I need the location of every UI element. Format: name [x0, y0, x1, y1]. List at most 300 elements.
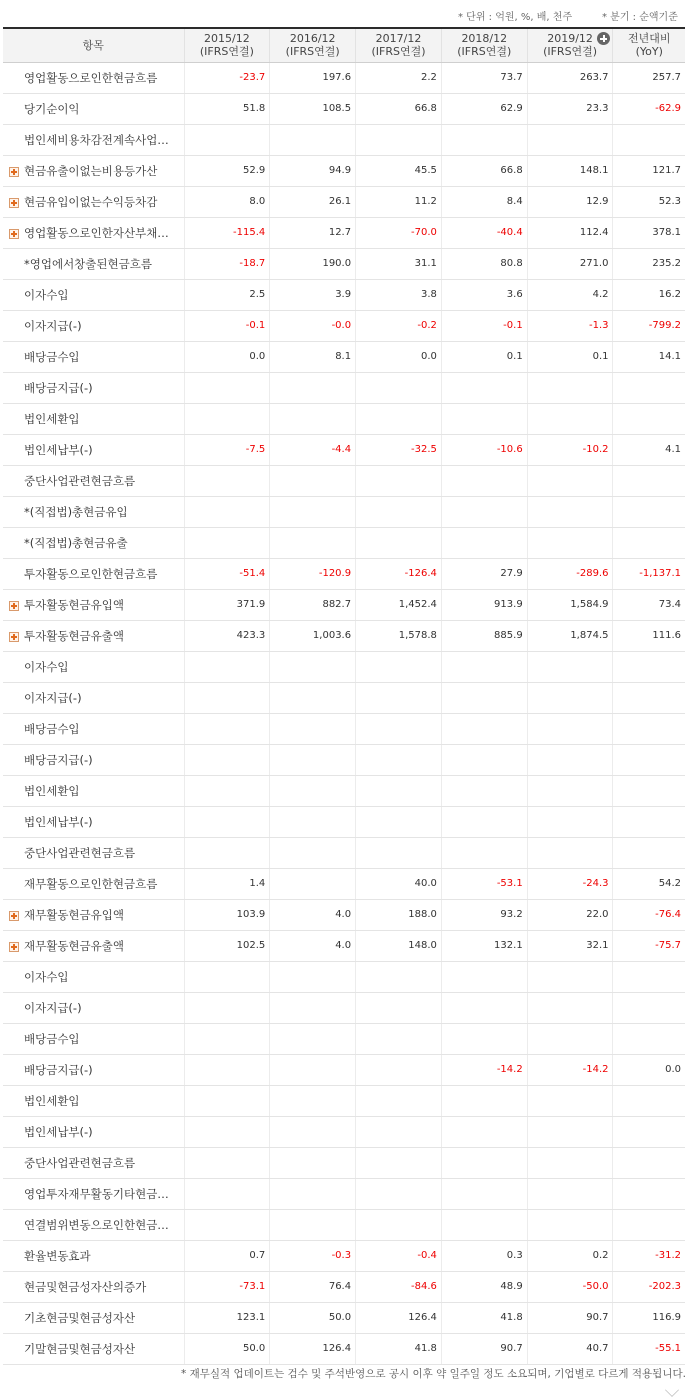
yoy-cell — [613, 775, 685, 806]
value-cell — [527, 744, 613, 775]
period-basis: (IFRS연결) — [285, 45, 340, 59]
value-cell: 80.8 — [441, 248, 527, 279]
yoy-cell — [613, 1209, 685, 1240]
value-cell: 26.1 — [270, 186, 356, 217]
value-cell: -24.3 — [527, 868, 613, 899]
value-cell — [270, 713, 356, 744]
table-row — [3, 775, 685, 806]
value-cell: 40.0 — [356, 868, 442, 899]
value-cell: 12.9 — [527, 186, 613, 217]
row-label — [3, 403, 184, 434]
row-label — [3, 1333, 184, 1364]
value-cell — [270, 868, 356, 899]
yoy-cell: 54.2 — [613, 868, 685, 899]
value-cell — [441, 682, 527, 713]
yoy-cell — [613, 403, 685, 434]
yoy-cell — [613, 372, 685, 403]
value-cell: 90.7 — [441, 1333, 527, 1364]
row-label-text: 영업투자재무활동기타현금… — [24, 1186, 169, 1201]
yoy-cell: 73.4 — [613, 589, 685, 620]
yoy-cell: 235.2 — [613, 248, 685, 279]
value-cell — [527, 682, 613, 713]
row-label-text: 배당금수입 — [24, 1031, 80, 1046]
value-cell — [527, 1147, 613, 1178]
yoy-cell: 0.0 — [613, 1054, 685, 1085]
value-cell: 2.2 — [356, 62, 442, 93]
row-label-text: 배당금수입 — [24, 349, 80, 364]
row-label[interactable] — [3, 217, 184, 248]
row-label[interactable] — [3, 930, 184, 961]
value-cell: 2.5 — [184, 279, 270, 310]
header-period — [441, 28, 527, 62]
value-cell — [441, 651, 527, 682]
value-cell — [270, 124, 356, 155]
yoy-cell: -202.3 — [613, 1271, 685, 1302]
yoy-cell: 121.7 — [613, 155, 685, 186]
value-cell: 148.0 — [356, 930, 442, 961]
value-cell: 0.3 — [441, 1240, 527, 1271]
value-cell: 50.0 — [270, 1302, 356, 1333]
value-cell — [441, 961, 527, 992]
row-label — [3, 558, 184, 589]
plus-square-icon[interactable] — [9, 229, 19, 239]
row-label — [3, 1302, 184, 1333]
row-label-text: 이자수입 — [24, 969, 69, 984]
value-cell: -4.4 — [270, 434, 356, 465]
plus-square-icon[interactable] — [9, 601, 19, 611]
unit-note-bar — [0, 0, 699, 27]
plus-square-icon[interactable] — [9, 911, 19, 921]
row-label[interactable] — [3, 620, 184, 651]
value-cell — [270, 1116, 356, 1147]
value-cell: 126.4 — [270, 1333, 356, 1364]
row-label-text: 기초현금및현금성자산 — [24, 1310, 136, 1325]
value-cell — [184, 713, 270, 744]
value-cell — [441, 992, 527, 1023]
value-cell: 4.2 — [527, 279, 613, 310]
value-cell: 66.8 — [441, 155, 527, 186]
value-cell: -32.5 — [356, 434, 442, 465]
value-cell — [184, 682, 270, 713]
table-row — [3, 930, 685, 961]
value-cell: -126.4 — [356, 558, 442, 589]
value-cell: 8.1 — [270, 341, 356, 372]
value-cell: 0.1 — [441, 341, 527, 372]
period-year: 2017/12 — [375, 32, 422, 46]
value-cell: -14.2 — [527, 1054, 613, 1085]
row-label-text: 연결범위변동으로인한현금… — [24, 1217, 169, 1232]
row-label-text: 환율변동효과 — [24, 1248, 91, 1263]
value-cell: 3.6 — [441, 279, 527, 310]
value-cell — [356, 403, 442, 434]
value-cell: -70.0 — [356, 217, 442, 248]
value-cell: 8.4 — [441, 186, 527, 217]
value-cell — [356, 713, 442, 744]
table-row — [3, 837, 685, 868]
value-cell: 126.4 — [356, 1302, 442, 1333]
period-year: 2018/12 — [461, 32, 508, 46]
value-cell — [441, 1023, 527, 1054]
value-cell: 23.3 — [527, 93, 613, 124]
value-cell — [356, 527, 442, 558]
row-label-text: 중단사업관련현금흐름 — [24, 1155, 136, 1170]
yoy-cell — [613, 806, 685, 837]
basis-note: * 분기 : 순액기준 — [602, 12, 678, 23]
value-cell — [270, 1023, 356, 1054]
row-label-text: 현금유입이없는수익등차감 — [24, 194, 158, 209]
row-label-text: 이자지급(-) — [24, 690, 82, 705]
plus-square-icon[interactable] — [9, 632, 19, 642]
row-label — [3, 341, 184, 372]
table-row — [3, 372, 685, 403]
yoy-cell — [613, 527, 685, 558]
value-cell: 4.0 — [270, 899, 356, 930]
value-cell — [184, 775, 270, 806]
value-cell — [184, 465, 270, 496]
row-label-text: *(직접법)총현금유입 — [24, 504, 128, 519]
value-cell: -53.1 — [441, 868, 527, 899]
value-cell: 190.0 — [270, 248, 356, 279]
table-row — [3, 744, 685, 775]
value-cell — [527, 372, 613, 403]
row-label-text: 법인세납부(-) — [24, 814, 93, 829]
value-cell — [270, 1054, 356, 1085]
yoy-cell — [613, 465, 685, 496]
value-cell — [527, 961, 613, 992]
row-label[interactable] — [3, 589, 184, 620]
row-label — [3, 806, 184, 837]
value-cell: 62.9 — [441, 93, 527, 124]
yoy-cell — [613, 1116, 685, 1147]
plus-circle-icon[interactable] — [597, 32, 610, 45]
yoy-sublabel: (YoY) — [635, 45, 663, 59]
value-cell — [184, 1085, 270, 1116]
period-basis: (IFRS연결) — [199, 45, 254, 59]
value-cell — [441, 806, 527, 837]
row-label-text: 기말현금및현금성자산 — [24, 1341, 136, 1356]
row-label[interactable] — [3, 155, 184, 186]
yoy-label: 전년대비 — [627, 32, 671, 46]
row-label — [3, 1085, 184, 1116]
value-cell: -0.3 — [270, 1240, 356, 1271]
value-cell: 1,874.5 — [527, 620, 613, 651]
value-cell: 103.9 — [184, 899, 270, 930]
table-row — [3, 527, 685, 558]
value-cell — [441, 775, 527, 806]
value-cell — [184, 1023, 270, 1054]
yoy-cell — [613, 682, 685, 713]
value-cell — [441, 124, 527, 155]
value-cell: 48.9 — [441, 1271, 527, 1302]
value-cell — [356, 744, 442, 775]
value-cell — [527, 124, 613, 155]
row-label — [3, 1054, 184, 1085]
value-cell — [441, 1178, 527, 1209]
row-label — [3, 1209, 184, 1240]
row-label-text: 이자수입 — [24, 287, 69, 302]
value-cell — [441, 713, 527, 744]
value-cell — [356, 1023, 442, 1054]
yoy-cell: 111.6 — [613, 620, 685, 651]
table-row — [3, 713, 685, 744]
row-label-text: 당기순이익 — [24, 101, 80, 116]
row-label-text: 법인세납부(-) — [24, 442, 93, 457]
table-row — [3, 868, 685, 899]
value-cell: -73.1 — [184, 1271, 270, 1302]
value-cell — [270, 1147, 356, 1178]
yoy-cell: 14.1 — [613, 341, 685, 372]
value-cell — [184, 1116, 270, 1147]
table-row — [3, 341, 685, 372]
table-row — [3, 62, 685, 93]
value-cell — [184, 961, 270, 992]
yoy-cell — [613, 124, 685, 155]
value-cell — [270, 651, 356, 682]
table-row — [3, 651, 685, 682]
yoy-cell — [613, 961, 685, 992]
header-period — [270, 28, 356, 62]
row-label-text: 재무활동현금유입액 — [24, 907, 124, 922]
value-cell — [270, 372, 356, 403]
value-cell — [527, 806, 613, 837]
period-basis: (IFRS연결) — [371, 45, 426, 59]
row-label — [3, 1271, 184, 1302]
row-label-text: 투자활동현금유입액 — [24, 597, 124, 612]
value-cell — [356, 961, 442, 992]
table-row — [3, 124, 685, 155]
row-label-text: 이자지급(-) — [24, 1000, 82, 1015]
value-cell — [441, 1085, 527, 1116]
value-cell — [184, 124, 270, 155]
value-cell: 4.0 — [270, 930, 356, 961]
row-label-text: 중단사업관련현금흐름 — [24, 473, 136, 488]
row-label — [3, 93, 184, 124]
value-cell — [356, 465, 442, 496]
row-label-text: 배당금지급(-) — [24, 380, 93, 395]
yoy-cell: 16.2 — [613, 279, 685, 310]
footnote: * 재무실적 업데이트는 검수 및 주석반영으로 공시 이후 약 일주일 정도 소요되며, 기업별로 다르게 적용됩니다. — [181, 1368, 686, 1380]
value-cell — [441, 744, 527, 775]
row-label-text: 배당금지급(-) — [24, 752, 93, 767]
value-cell — [441, 372, 527, 403]
value-cell — [356, 1209, 442, 1240]
header-yoy — [613, 28, 685, 62]
header-row — [3, 28, 685, 62]
yoy-cell — [613, 837, 685, 868]
value-cell: 41.8 — [441, 1302, 527, 1333]
row-label — [3, 310, 184, 341]
table-row — [3, 186, 685, 217]
plus-square-icon[interactable] — [9, 198, 19, 208]
period-year: 2019/12 — [547, 32, 593, 46]
table-row — [3, 1116, 685, 1147]
value-cell: -10.2 — [527, 434, 613, 465]
value-cell: 27.9 — [441, 558, 527, 589]
plus-square-icon[interactable] — [9, 167, 19, 177]
value-cell: 0.7 — [184, 1240, 270, 1271]
value-cell: 1,003.6 — [270, 620, 356, 651]
value-cell: 90.7 — [527, 1302, 613, 1333]
yoy-cell — [613, 496, 685, 527]
value-cell: 271.0 — [527, 248, 613, 279]
table-row — [3, 1240, 685, 1271]
value-cell — [356, 1178, 442, 1209]
value-cell: -1.3 — [527, 310, 613, 341]
header-period — [356, 28, 442, 62]
value-cell — [270, 682, 356, 713]
value-cell: -84.6 — [356, 1271, 442, 1302]
value-cell: -0.0 — [270, 310, 356, 341]
value-cell — [356, 1054, 442, 1085]
row-label — [3, 496, 184, 527]
value-cell — [527, 837, 613, 868]
value-cell — [527, 1209, 613, 1240]
row-label-text: 재무활동현금유출액 — [24, 938, 124, 953]
value-cell — [441, 403, 527, 434]
row-label[interactable] — [3, 186, 184, 217]
value-cell — [356, 1147, 442, 1178]
row-label — [3, 775, 184, 806]
header-item-label: 항목 — [82, 38, 104, 52]
value-cell — [270, 403, 356, 434]
row-label — [3, 1023, 184, 1054]
row-label-text: 이자수입 — [24, 659, 69, 674]
value-cell: 66.8 — [356, 93, 442, 124]
period-basis: (IFRS연결) — [543, 45, 598, 59]
row-label — [3, 372, 184, 403]
value-cell — [356, 651, 442, 682]
table-row — [3, 1085, 685, 1116]
period-year: 2016/12 — [289, 32, 336, 46]
value-cell: 188.0 — [356, 899, 442, 930]
value-cell: -0.2 — [356, 310, 442, 341]
table-row — [3, 155, 685, 186]
value-cell — [441, 1147, 527, 1178]
table-row — [3, 310, 685, 341]
yoy-cell — [613, 992, 685, 1023]
yoy-cell — [613, 1178, 685, 1209]
value-cell: 112.4 — [527, 217, 613, 248]
unit-note: * 단위 : 억원, %, 배, 천주 — [458, 12, 573, 23]
value-cell — [527, 713, 613, 744]
row-label — [3, 837, 184, 868]
table-row — [3, 1271, 685, 1302]
row-label-text: 이자지급(-) — [24, 318, 82, 333]
yoy-cell: -75.7 — [613, 930, 685, 961]
value-cell: 93.2 — [441, 899, 527, 930]
value-cell: 1.4 — [184, 868, 270, 899]
value-cell — [527, 496, 613, 527]
value-cell — [184, 1178, 270, 1209]
value-cell: 76.4 — [270, 1271, 356, 1302]
value-cell — [527, 527, 613, 558]
value-cell — [527, 465, 613, 496]
value-cell — [356, 1116, 442, 1147]
row-label[interactable] — [3, 899, 184, 930]
value-cell — [356, 682, 442, 713]
yoy-cell: 52.3 — [613, 186, 685, 217]
row-label — [3, 992, 184, 1023]
row-label — [3, 651, 184, 682]
value-cell — [356, 992, 442, 1023]
table-row — [3, 961, 685, 992]
value-cell: -0.1 — [184, 310, 270, 341]
value-cell: -51.4 — [184, 558, 270, 589]
value-cell — [184, 372, 270, 403]
table-body — [3, 62, 685, 1364]
period-basis: (IFRS연결) — [457, 45, 512, 59]
table-row — [3, 1023, 685, 1054]
row-label-text: *(직접법)총현금유출 — [24, 535, 128, 550]
table-row — [3, 899, 685, 930]
row-label — [3, 1178, 184, 1209]
table-row — [3, 992, 685, 1023]
yoy-cell — [613, 1023, 685, 1054]
value-cell: 885.9 — [441, 620, 527, 651]
yoy-cell — [613, 1085, 685, 1116]
header-period — [184, 28, 270, 62]
value-cell — [184, 496, 270, 527]
value-cell: -14.2 — [441, 1054, 527, 1085]
value-cell: 108.5 — [270, 93, 356, 124]
value-cell — [527, 1085, 613, 1116]
row-label — [3, 682, 184, 713]
table-row — [3, 1209, 685, 1240]
table-row — [3, 1054, 685, 1085]
table-row — [3, 465, 685, 496]
table-row — [3, 589, 685, 620]
value-cell: 1,584.9 — [527, 589, 613, 620]
table-row — [3, 279, 685, 310]
value-cell: 148.1 — [527, 155, 613, 186]
row-label-text: 법인세비용차감전계속사업… — [24, 132, 169, 147]
value-cell: 0.2 — [527, 1240, 613, 1271]
chevron-down-icon[interactable] — [665, 1383, 679, 1397]
value-cell — [527, 403, 613, 434]
value-cell: 1,452.4 — [356, 589, 442, 620]
header-period — [527, 28, 613, 62]
table-row — [3, 93, 685, 124]
value-cell — [527, 992, 613, 1023]
table-row — [3, 682, 685, 713]
value-cell — [527, 1178, 613, 1209]
value-cell: 12.7 — [270, 217, 356, 248]
value-cell: 1,578.8 — [356, 620, 442, 651]
value-cell — [270, 527, 356, 558]
value-cell: 8.0 — [184, 186, 270, 217]
value-cell — [356, 1085, 442, 1116]
yoy-cell: -76.4 — [613, 899, 685, 930]
value-cell: 40.7 — [527, 1333, 613, 1364]
value-cell: 31.1 — [356, 248, 442, 279]
value-cell: 371.9 — [184, 589, 270, 620]
value-cell — [356, 124, 442, 155]
row-label-text: 배당금지급(-) — [24, 1062, 93, 1077]
row-label — [3, 465, 184, 496]
value-cell: 123.1 — [184, 1302, 270, 1333]
row-label — [3, 1116, 184, 1147]
row-label — [3, 1240, 184, 1271]
value-cell — [184, 837, 270, 868]
row-label-text: 현금유출이없는비용등가산 — [24, 163, 158, 178]
value-cell — [270, 1178, 356, 1209]
value-cell: -40.4 — [441, 217, 527, 248]
value-cell: -18.7 — [184, 248, 270, 279]
table-row — [3, 806, 685, 837]
table-row — [3, 1178, 685, 1209]
plus-square-icon[interactable] — [9, 942, 19, 952]
value-cell — [527, 775, 613, 806]
